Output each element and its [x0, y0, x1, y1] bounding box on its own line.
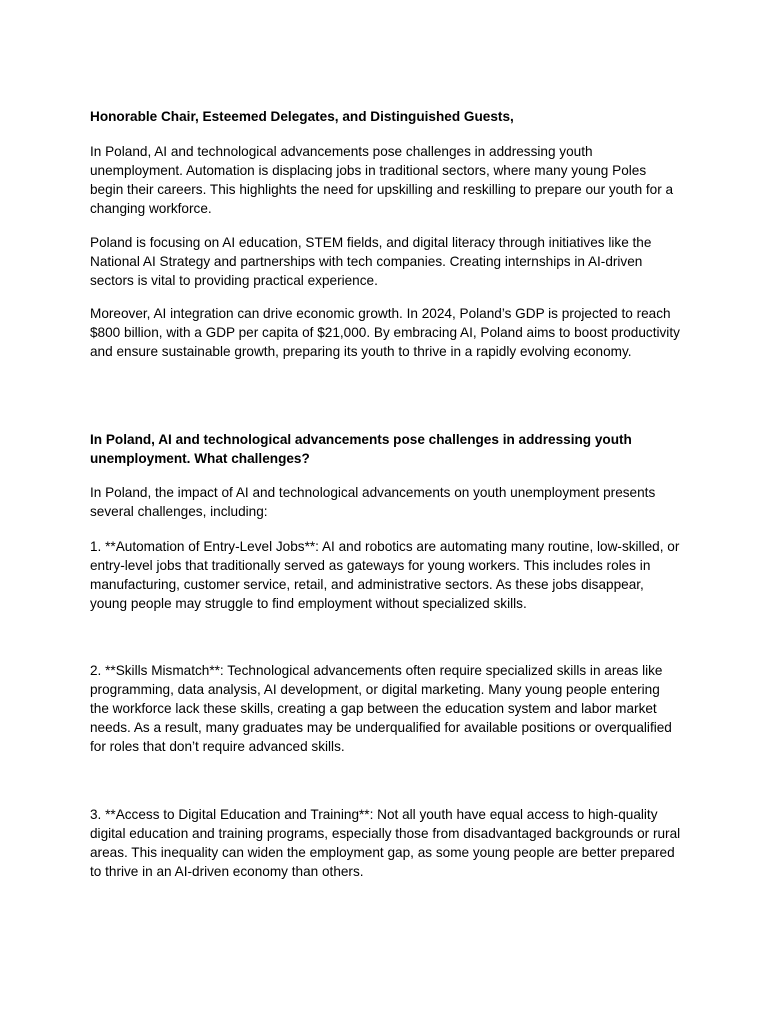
- challenge-item-2: 2. **Skills Mismatch**: Technological advancements often require specialized skills in areas like programming, data analysis, AI development, or digital marketing. Many young people entering the workforce lack these skills, creating a gap between the education system and labor market needs. As a result, many graduates may be underqualified for available positions or overqualified for roles that don’t require advanced skills.: [90, 663, 672, 754]
- challenge-item-3: 3. **Access to Digital Education and Training**: Not all youth have equal access to high-quality digital education and training programs, especially those from disadvantaged backgrounds or rural areas. This inequality can widen the employment gap, as some young people are better prepared to thrive in an AI-driven economy than others.: [90, 807, 681, 879]
- challenge-item-1: 1. **Automation of Entry-Level Jobs**: AI and robotics are automating many routine, low-skilled, or entry-level jobs that traditionally served as gateways for young workers. This includes roles in manufacturing, customer service, retail, and administrative sectors. As these jobs disappear, young people may struggle to find employment without specialized skills.: [90, 539, 680, 611]
- intro-paragraph-3: Moreover, AI integration can drive economic growth. In 2024, Poland’s GDP is projected to reach $800 billion, with a GDP per capita of $21,000. By embracing AI, Poland aims to boost productivity and ensure sustainable growth, preparing its youth to thrive in a rapidly evolving economy.: [90, 306, 680, 359]
- salutation: Honorable Chair, Esteemed Delegates, and Distinguished Guests,: [90, 109, 514, 124]
- intro-paragraph-1: In Poland, AI and technological advancements pose challenges in addressing youth unemployment. Automation is displacing jobs in traditional sectors, where many young Poles begin their careers. This highlights the need for upskilling and reskilling to prepare our youth for a changing workforce.: [90, 144, 674, 216]
- intro-paragraph-2: Poland is focusing on AI education, STEM fields, and digital literacy through initiatives like the National AI Strategy and partnerships with tech companies. Creating internships in AI-driven sectors is vital to providing practical experience.: [90, 235, 652, 288]
- question-heading: In Poland, AI and technological advancements pose challenges in addressing youth unemployment. What challenges?: [90, 432, 632, 466]
- answer-intro: In Poland, the impact of AI and technological advancements on youth unemployment presents several challenges, including:: [90, 485, 656, 519]
